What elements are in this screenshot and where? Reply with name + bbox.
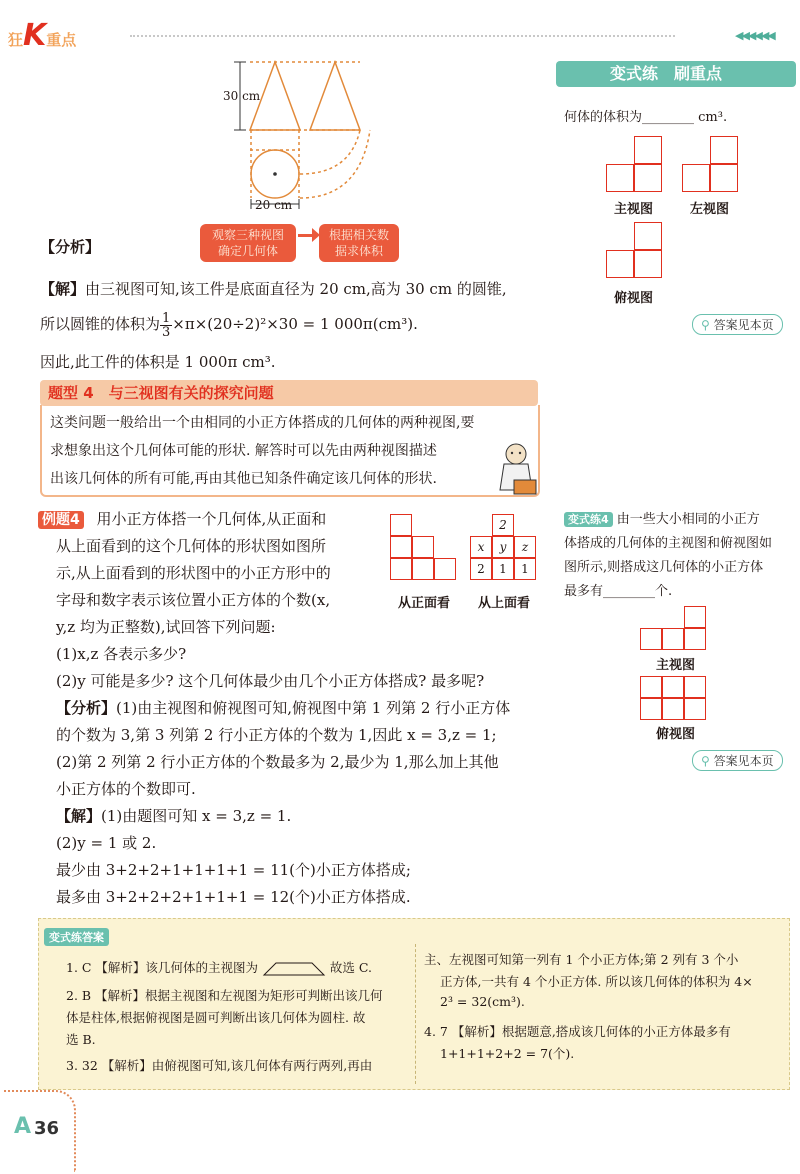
brand-logo: 狂K重点 bbox=[8, 18, 77, 53]
example-line-3: 示,从上面看到的形状图中的小正方形中的 bbox=[56, 564, 331, 582]
key-icon: ⚲ bbox=[701, 318, 710, 332]
example-line-4: 字母和数字表示该位置小正方体的个数(x, bbox=[56, 591, 331, 609]
trapezoid-shape bbox=[262, 962, 326, 976]
header-divider bbox=[130, 35, 675, 37]
side-q4-main-view bbox=[640, 606, 706, 650]
example-top-view: 2 x y z 2 1 1 bbox=[470, 514, 540, 584]
answer-4-line-1: 4. 7 【解析】根据题意,搭成该几何体的小正方体最多有 bbox=[424, 1024, 731, 1039]
page-number: 36 bbox=[34, 1118, 60, 1139]
example-question-2: (2)y 可能是多少? 这个几何体最少由几个小正方体搭成? 最多呢? bbox=[56, 672, 485, 690]
solution-line-2: 所以圆锥的体积为 $\frac{1}{3}$ ×π×(20÷2)²×30 = 1 000π(cm³). bbox=[40, 310, 418, 340]
analysis-label: 【分析】 bbox=[40, 238, 101, 256]
example-analysis-2: 的个数为 3,第 3 列第 2 行小正方体的个数为 1,因此 x = 3,z = 1; bbox=[56, 726, 497, 744]
side-q3-text: 何体的体积为________ cm³. bbox=[564, 110, 728, 125]
fraction: $\frac{1}{3}$ bbox=[162, 310, 171, 340]
side-q4-line-1: 变式练4 由一些大小相同的小正方 bbox=[564, 508, 760, 532]
answer-3-cont-2: 正方体,一共有 4 个小正方体. 所以该几何体的体积为 4× bbox=[440, 974, 753, 989]
side-banner: 变式练 刷重点 bbox=[556, 61, 796, 87]
answer-3: 3. 32 【解析】由俯视图可知,该几何体有两行两列,再由 bbox=[66, 1058, 373, 1073]
side-answer-link-2[interactable]: ⚲ 答案见本页 bbox=[692, 750, 783, 771]
side-q4-tag: 变式练4 bbox=[564, 512, 613, 527]
example-question-1: (1)x,z 各表示多少? bbox=[56, 645, 187, 663]
topic-line-2: 求想象出这个几何体可能的形状. 解答时可以先由两种视图描述 bbox=[50, 443, 437, 459]
flow-step-2: 根据相关数 据求体积 bbox=[319, 224, 399, 262]
side-q4-line-3: 图所示,则搭成这几何体的小正方体 bbox=[564, 560, 764, 575]
side-q3-top-caption: 俯视图 bbox=[614, 291, 654, 306]
side-q4-line-4: 最多有________个. bbox=[564, 584, 673, 599]
side-q3-top-view bbox=[606, 222, 666, 282]
height-label: 30 cm bbox=[223, 89, 261, 103]
solution-line-3: 因此,此工件的体积是 1 000π cm³. bbox=[40, 353, 276, 371]
side-q3-main-caption: 主视图 bbox=[614, 202, 654, 217]
thinking-character-illustration bbox=[496, 440, 540, 496]
topic-line-1: 这类问题一般给出一个由相同的小正方体搭成的几何体的两种视图,要 bbox=[50, 415, 475, 431]
answer-2-line-1: 2. B 【解析】根据主视图和左视图为矩形可判断出该几何 bbox=[66, 988, 383, 1003]
example-line-5: y,z 均为正整数),试回答下列问题: bbox=[56, 618, 276, 636]
topic-title-bar: 题型 4 与三视图有关的探究问题 bbox=[40, 380, 538, 406]
example-solution-3: 最少由 3+2+2+1+1+1+1 = 11(个)小正方体搭成; bbox=[56, 861, 411, 879]
example-solution-4: 最多由 3+2+2+2+1+1+1 = 12(个)小正方体搭成. bbox=[56, 888, 411, 906]
side-q3-left-view bbox=[682, 136, 742, 196]
front-view-caption: 从正面看 bbox=[398, 596, 451, 611]
example-line-1: 例题4 用小正方体搭一个几何体,从正面和 bbox=[38, 506, 326, 534]
solution-line-1: 【解】由三视图可知,该工件是底面直径为 20 cm,高为 30 cm 的圆锥, bbox=[40, 280, 507, 298]
width-label: 20 cm bbox=[255, 198, 293, 212]
answer-4-line-2: 1+1+1+2+2 = 7(个). bbox=[440, 1046, 575, 1061]
side-q4-line-2: 体搭成的几何体的主视图和俯视图如 bbox=[564, 536, 773, 551]
side-q4-top-caption: 俯视图 bbox=[656, 727, 696, 742]
example-tag: 例题4 bbox=[38, 511, 84, 529]
answer-1: 1. C 【解析】该几何体的主视图为 故选 C. bbox=[66, 960, 372, 975]
page-logo: A bbox=[14, 1114, 32, 1139]
example-solution-1: 【解】(1)由题图可知 x = 3,z = 1. bbox=[56, 807, 292, 825]
example-analysis-1: 【分析】(1)由主视图和俯视图可知,俯视图中第 1 列第 2 行小正方体 bbox=[56, 699, 511, 717]
side-q4-top-view bbox=[640, 676, 706, 720]
cone-three-views-figure bbox=[220, 58, 390, 218]
side-q3-left-caption: 左视图 bbox=[690, 202, 730, 217]
cone-left-view bbox=[310, 62, 360, 130]
answer-3-cont-1: 主、左视图可知第一列有 1 个小正方体;第 2 列有 3 个小 bbox=[424, 952, 739, 967]
flow-step-1: 观察三种视图 确定几何体 bbox=[200, 224, 296, 262]
side-answer-link-1[interactable]: ⚲ 答案见本页 bbox=[692, 314, 783, 335]
answers-heading: 变式练答案 bbox=[44, 928, 109, 946]
answer-2-line-2: 体是柱体,根据俯视图是圆可判断出该几何体为圆柱. 故 bbox=[66, 1010, 366, 1025]
top-view-caption: 从上面看 bbox=[478, 596, 531, 611]
side-q4-main-caption: 主视图 bbox=[656, 658, 696, 673]
answer-3-cont-3: 2³ = 32(cm³). bbox=[440, 994, 525, 1009]
example-solution-2: (2)y = 1 或 2. bbox=[56, 834, 157, 852]
topic-line-3: 出该几何体的所有可能,再由其他已知条件确定该几何体的形状. bbox=[50, 471, 437, 487]
example-analysis-4: 小正方体的个数即可. bbox=[56, 780, 196, 798]
side-q3-main-view bbox=[606, 136, 666, 196]
example-analysis-3: (2)第 2 列第 2 行小正方体的个数最多为 2,最少为 1,那么加上其他 bbox=[56, 753, 499, 771]
example-line-2: 从上面看到的这个几何体的形状图如图所 bbox=[56, 537, 327, 555]
answers-divider bbox=[415, 944, 416, 1084]
header-arrows: ◀◀◀◀◀◀ bbox=[735, 29, 774, 42]
example-front-view bbox=[390, 514, 460, 584]
answer-2-line-3: 选 B. bbox=[66, 1032, 96, 1047]
key-icon: ⚲ bbox=[701, 754, 710, 768]
